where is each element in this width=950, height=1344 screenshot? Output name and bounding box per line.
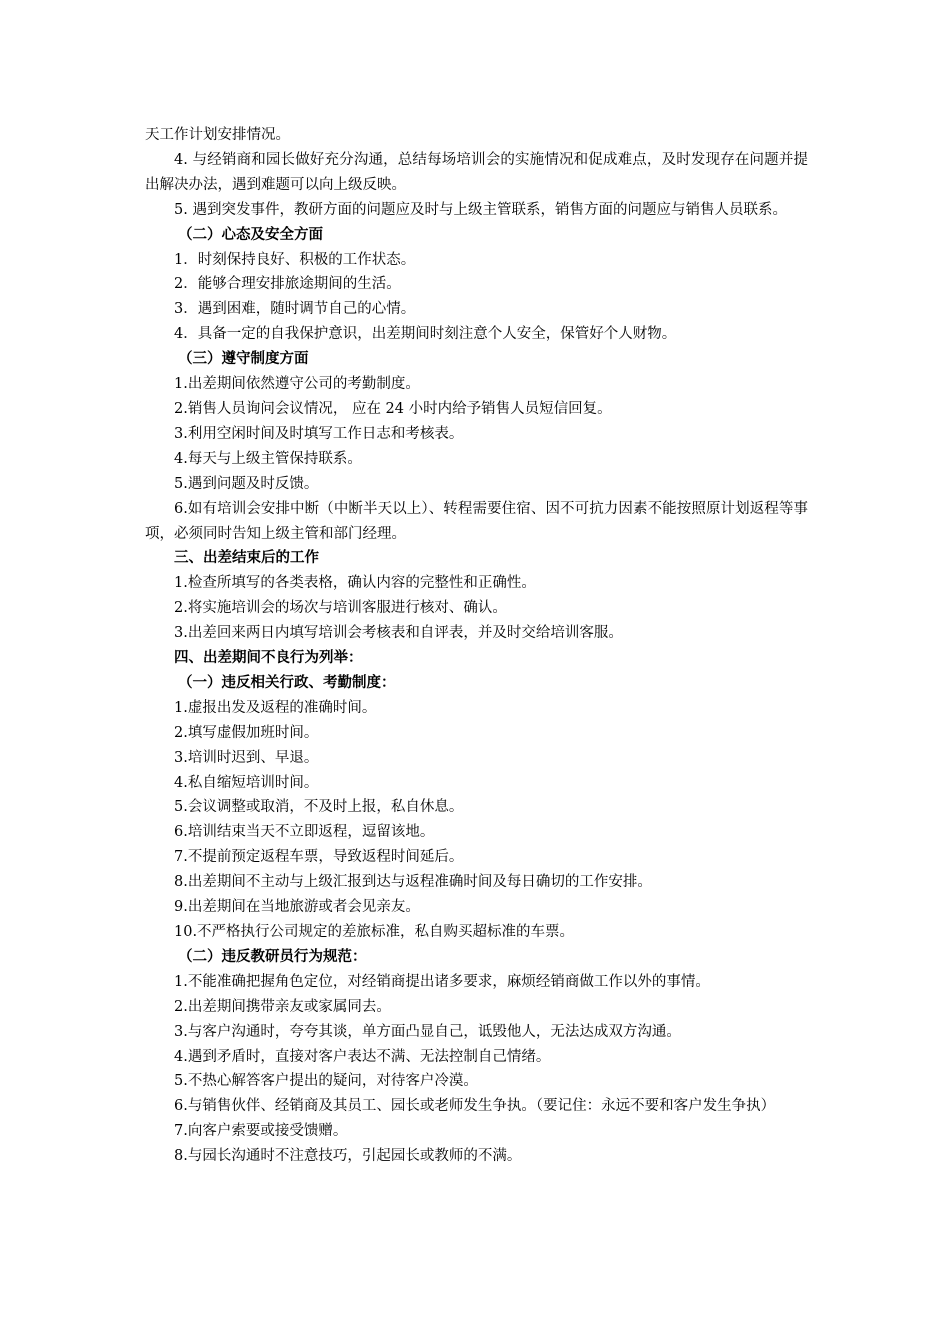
paragraph: 天工作计划安排情况。: [145, 127, 290, 143]
section-heading: 四、出差期间不良行为列举：: [174, 649, 363, 667]
paragraph: 1.虚报出发及返程的准确时间。: [174, 699, 377, 716]
paragraph: 4.遇到矛盾时，直接对客户表达不满、无法控制自己情绪。: [174, 1048, 551, 1065]
paragraph: 2．能够合理安排旅途期间的生活。: [174, 276, 401, 293]
paragraph: 6.培训结束当天不立即返程，逗留该地。: [174, 824, 435, 841]
paragraph: 4.每天与上级主管保持联系。: [174, 450, 362, 467]
paragraph: 7.向客户索要或接受馈赠。: [174, 1123, 348, 1140]
paragraph: 1.检查所填写的各类表格，确认内容的完整性和正确性。: [174, 575, 536, 592]
subsection-heading: （一）违反相关行政、考勤制度：: [178, 673, 396, 691]
paragraph: 5.遇到问题及时反馈。: [174, 475, 319, 492]
paragraph: 6.如有培训会安排中断（中断半天以上）、转程需要住宿、因不可抗力因素不能按照原计划返程等事项，必须同时告知上级主管和部门经理。: [145, 500, 808, 542]
paragraph: 6.与销售伙伴、经销商及其员工、园长或老师发生争执。（要记住：永远不要和客户发生争执）: [174, 1098, 776, 1115]
paragraph: 1.出差期间依然遵守公司的考勤制度。: [174, 376, 420, 393]
section-heading: 三、出差结束后的工作: [174, 549, 319, 567]
paragraph: 4.私自缩短培训时间。: [174, 774, 319, 791]
subsection-heading: （二）心态及安全方面: [178, 225, 323, 243]
paragraph: 8.出差期间不主动与上级汇报到达与返程准确时间及每日确切的工作安排。: [174, 874, 652, 891]
document-body: [145, 123, 808, 1169]
paragraph: 4. 与经销商和园长做好充分沟通，总结每场培训会的实施情况和促成难点，及时发现存在问题并提出解决办法，遇到难题可以向上级反映。: [145, 151, 808, 193]
paragraph: 4．具备一定的自我保护意识，出差期间时刻注意个人安全，保管好个人财物。: [174, 326, 677, 343]
paragraph: 3.与客户沟通时，夸夸其谈，单方面凸显自己，诋毁他人，无法达成双方沟通。: [174, 1023, 681, 1040]
paragraph: 3．遇到困难，随时调节自己的心情。: [174, 301, 416, 318]
paragraph: 3.利用空闲时间及时填写工作日志和考核表。: [174, 425, 464, 442]
subsection-heading: （三）遵守制度方面: [178, 350, 309, 368]
paragraph: 10.不严格执行公司规定的差旅标准，私自购买超标准的车票。: [174, 924, 575, 940]
paragraph: 5.会议调整或取消，不及时上报，私自休息。: [174, 799, 464, 816]
subsection-heading: （二）违反教研员行为规范：: [178, 947, 367, 965]
paragraph: 2.出差期间携带亲友或家属同去。: [174, 998, 391, 1015]
paragraph: 5.不热心解答客户提出的疑问，对待客户冷漠。: [174, 1073, 478, 1090]
paragraph: 5. 遇到突发事件，教研方面的问题应及时与上级主管联系，销售方面的问题应与销售人员联系。: [174, 201, 787, 218]
paragraph: 2.填写虚假加班时间。: [174, 724, 319, 741]
paragraph: 3.培训时迟到、早退。: [174, 749, 319, 766]
paragraph: 3.出差回来两日内填写培训会考核表和自评表，并及时交给培训客服。: [174, 625, 623, 642]
paragraph: 1．时刻保持良好、积极的工作状态。: [174, 251, 416, 268]
paragraph: 9.出差期间在当地旅游或者会见亲友。: [174, 899, 420, 916]
paragraph: 2.销售人员询问会议情况， 应在 24 小时内给予销售人员短信回复。: [174, 400, 612, 417]
paragraph: 2.将实施培训会的场次与培训客服进行核对、确认。: [174, 600, 507, 617]
paragraph: 7.不提前预定返程车票，导致返程时间延后。: [174, 849, 464, 866]
paragraph: 8.与园长沟通时不注意技巧，引起园长或教师的不满。: [174, 1148, 522, 1165]
paragraph: 1.不能准确把握角色定位，对经销商提出诸多要求，麻烦经销商做工作以外的事情。: [174, 973, 710, 990]
